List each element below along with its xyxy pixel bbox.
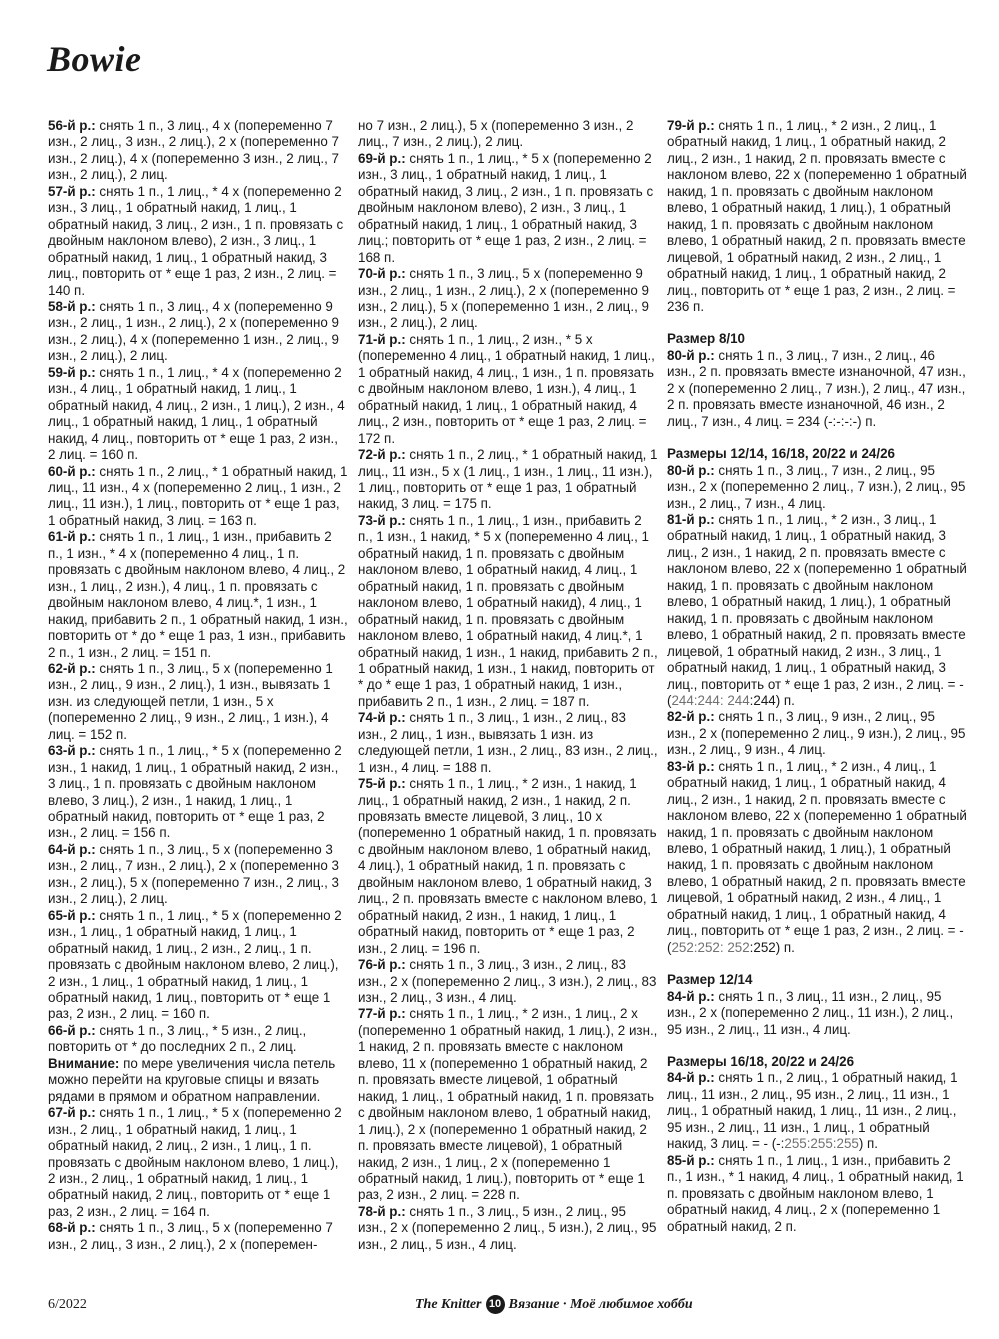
row-63 — [48, 743, 348, 842]
row-75 — [358, 776, 658, 957]
row-label: 82-й р.: — [667, 709, 715, 725]
row-66 — [48, 1023, 348, 1056]
size-heading-16-26: Размеры 16/18, 20/22 и 24/26 — [667, 1054, 855, 1070]
row-text: снять 1 п., 3 лиц., * 5 изн., 2 лиц., повторить от * до последних 2 п., 2 лиц. — [48, 1022, 307, 1055]
row-label: 56-й р.: — [48, 118, 96, 133]
row-label: 80-й р.: — [667, 347, 715, 363]
row-text: снять 1 п., 1 лиц., 1 изн., прибавить 2 п., 1 изн., * 1 накид, 4 лиц., 1 обратный накид, 1 п. провязать с двойным наклоном влево, 1 обратный накид, 4 лиц., 2 х (попеременно 1 обратный накид, 2 п. — [667, 1152, 964, 1234]
row-text: снять 1 п., 3 лиц., 9 изн., 2 лиц., 95 изн., 2 х (попеременно 2 лиц., 9 изн.), 2 лиц., 95 изн., 2 лиц., 9 изн., 4 лиц. — [667, 709, 966, 758]
row-text: ) п. — [858, 1136, 878, 1152]
row-80-size-8-10 — [667, 348, 967, 430]
row-label: 60-й р.: — [48, 463, 96, 479]
row-64 — [48, 842, 348, 908]
row-text: снять 1 п., 1 лиц., * 2 изн., 4 лиц., 1 обратный накид, 1 лиц., 1 обратный накид, 4 лиц., 2 изн., 1 накид, 2 п. провязать вместе с наклоном влево, 22 х (попеременно 1 обратный накид, 1 п. провязать с двойным наклоном влево, 1 обратный накид, 1 лиц.), 1 обратный накид, 1 п. провязать с двойным наклоном влево, 1 обратный накид, 2 п. провязать вместе лицевой, 1 обратный накид, 2 изн., 4 лиц., 1 обратный накид, 1 лиц., 1 обратный накид, 4 лиц., повторить от * еще 1 раз, 2 изн., 2 лиц. = - ( — [667, 758, 967, 955]
issue-number: 6/2022 — [48, 1297, 87, 1312]
note-attention — [48, 1056, 348, 1105]
row-label: 73-й р.: — [358, 512, 406, 528]
row-57 — [48, 184, 348, 299]
row-label: 79-й р.: — [667, 118, 715, 133]
row-68 — [48, 1220, 348, 1253]
row-83 — [667, 759, 967, 956]
row-text: снять 1 п., 3 лиц., 7 изн., 2 лиц., 95 изн., 2 х (попеременно 2 лиц., 7 изн.), 2 лиц., 95 изн., 2 лиц., 7 изн., 4 лиц. — [667, 462, 966, 511]
row-label: 68-й р.: — [48, 1220, 96, 1236]
row-77 — [358, 1006, 658, 1203]
page-footer — [0, 1295, 999, 1319]
row-label: 74-й р.: — [358, 710, 406, 726]
row-84-sizes-16-26 — [667, 1070, 967, 1152]
row-67 — [48, 1105, 348, 1220]
row-76 — [358, 957, 658, 1006]
row-label: 72-й р.: — [358, 447, 406, 463]
size-heading-12-26: Размеры 12/14, 16/18, 20/22 и 24/26 — [667, 446, 895, 462]
row-label: Внимание: — [48, 1055, 120, 1071]
row-73 — [358, 513, 658, 710]
row-78 — [358, 1204, 658, 1253]
row-61 — [48, 529, 348, 661]
row-text: снять 1 п., 3 лиц., 4 х (попеременно 7 изн., 2 лиц., 3 изн., 2 лиц.), 2 х (попеременно 7 изн., 2 лиц.), 4 х (попеременно 3 изн., 2 лиц., 7 изн., 2 лиц.), 2 лиц. — [48, 118, 339, 183]
row-text: снять 1 п., 1 лиц., * 4 х (попеременно 2 изн., 3 лиц., 1 обратный накид, 1 лиц., 1 обратный накид, 3 лиц., 2 изн., 1 п. провязать с двойным наклоном влево), 2 изн., 3 лиц., 1 обратный накид, 1 лиц., 1 обратный накид, 3 лиц., повторить от * еще 1 раз, 2 изн., 2 лиц. = 140 п. — [48, 183, 344, 298]
row-69 — [358, 151, 658, 266]
row-text: по мере увеличения числа петель можно перейти на круговые спицы и вязать рядами в прямом и обратном направлении. — [48, 1055, 336, 1104]
row-82 — [667, 709, 967, 758]
row-70 — [358, 266, 658, 332]
row-59 — [48, 365, 348, 464]
row-label: 63-й р.: — [48, 743, 96, 759]
row-label: 84-й р.: — [667, 988, 715, 1004]
row-text: 252:252: 252 — [671, 939, 750, 955]
row-text: снять 1 п., 1 лиц., * 4 х (попеременно 2 изн., 4 лиц., 1 обратный накид, 1 лиц., 1 обратный накид, 4 лиц., 2 изн., 1 лиц.), 2 изн., 4 лиц., 1 обратный накид, 1 лиц., 1 обратный накид, 4 лиц., повторить от * еще 1 раз, 2 изн., 2 лиц. = 160 п. — [48, 364, 345, 463]
row-text: снять 1 п., 3 лиц., 7 изн., 2 лиц., 46 изн., 2 п. провязать вместе изнаночной, 47 изн., 2 х (попеременно 2 лиц., 7 изн.), 2 лиц., 47 изн., 2 п. провязать вместе изнаночной, 46 изн., 2 лиц., 7 изн., 4 лиц. = 234 (-:-:-:-) п. — [667, 347, 966, 429]
row-text: снять 1 п., 1 лиц., 2 изн., * 5 х (попеременно 4 лиц., 1 обратный накид, 1 лиц., 1 обратный накид, 4 лиц., 1 изн., 1 п. провязать с двойным наклоном влево, 1 изн.), 4 лиц., 1 обратный накид, 1 лиц., 1 обратный накид, 4 лиц., 2 изн., повторить от * еще 1 раз, 2 лиц. = 172 п. — [358, 331, 655, 446]
row-text: снять 1 п., 1 лиц., * 5 х (попеременно 2 изн., 3 лиц., 1 обратный накид, 1 лиц., 1 обратный накид, 3 лиц., 2 изн., 1 п. провязать с двойным наклоном влево), 2 изн., 3 лиц., 1 обратный накид, 1 лиц., 1 обратный накид, 3 лиц.; повторить от * еще 1 раз, 2 изн., 2 лиц. = 168 п. — [358, 150, 654, 265]
row-label: 70-й р.: — [358, 266, 406, 282]
row-text: :244) п. — [749, 692, 795, 708]
row-label: 85-й р.: — [667, 1152, 715, 1168]
row-label: 66-й р.: — [48, 1022, 96, 1038]
row-label: 78-й р.: — [358, 1203, 406, 1219]
row-text: снять 1 п., 3 лиц., 5 изн., 2 лиц., 95 изн., 2 х (попеременно 2 лиц., 5 изн.), 2 лиц., 95 изн., 2 лиц., 5 изн., 4 лиц. — [358, 1203, 657, 1252]
row-68-continued: но 7 изн., 2 лиц.), 5 х (попеременно 3 изн., 2 лиц., 7 изн., 2 лиц.), 2 лиц. — [358, 118, 634, 150]
row-label: 81-й р.: — [667, 511, 715, 527]
row-text: снять 1 п., 1 лиц., 1 изн., прибавить 2 п., 1 изн., 1 накид, * 5 х (попеременно 4 лиц., 1 обратный накид, 1 п. провязать с двойным наклоном влево, 1 обратный накид, 4 лиц., 1 обратный накид, 1 п. провязать с двойным наклоном влево, 1 обратный накид), 4 лиц., 1 обратный накид, 1 п. провязать с двойным наклоном влево, 1 обратный накид, 4 лиц.*, 1 обратный накид, 1 изн., 1 накид, прибавить 2 п., 1 обратный накид, 1 изн., 1 накид, повторить от * до * еще 1 раз, 1 обратный накид, 1 изн., прибавить 2 п., 1 изн., 2 лиц. = 187 п. — [358, 512, 658, 709]
row-label: 71-й р.: — [358, 331, 406, 347]
row-text: снять 1 п., 2 лиц., * 1 обратный накид, 1 лиц., 11 изн., 4 х (попеременно 2 лиц., 1 изн., 2 лиц., 11 изн.), 1 лиц., повторить от * еще 1 раз, 1 обратный накид, 3 лиц. = 163 п. — [48, 463, 348, 528]
row-62 — [48, 661, 348, 743]
row-label: 58-й р.: — [48, 298, 96, 314]
row-label: 64-й р.: — [48, 841, 96, 857]
row-65 — [48, 908, 348, 1023]
row-text: снять 1 п., 1 лиц., * 2 изн., 1 накид, 1 лиц., 1 обратный накид, 2 изн., 1 накид, 2 п. провязать вместе лицевой, 3 лиц., 10 х (попеременно 1 обратный накид, 1 п. провязать с двойным наклоном влево, 1 обратный накид, 4 лиц.), 1 обратный накид, 1 п. провязать с двойным наклоном влево, 1 обратный накид, 3 лиц., 2 п. провязать вместе с наклоном влево, 1 обратный накид, 2 изн., 1 накид, 1 лиц., 1 обратный накид, повторить от * еще 1 раз, 2 изн., 2 лиц. = 196 п. — [358, 776, 658, 956]
row-label: 67-й р.: — [48, 1105, 96, 1121]
row-label: 76-й р.: — [358, 957, 406, 973]
row-label: 69-й р.: — [358, 150, 406, 166]
pattern-title: Bowie — [47, 39, 142, 79]
row-text: снять 1 п., 3 лиц., 1 изн., 2 лиц., 83 изн., 2 лиц., 1 изн., вывязать 1 изн. из следующей петли, 1 изн., 2 лиц., 83 изн., 2 лиц., 1 изн., 4 лиц. = 188 п. — [358, 710, 658, 775]
row-label: 62-й р.: — [48, 660, 96, 676]
row-text: снять 1 п., 3 лиц., 4 х (попеременно 9 изн., 2 лиц., 1 изн., 2 лиц.), 2 х (попеременно 9 изн., 2 лиц.), 4 х (попеременно 1 изн., 2 лиц., 9 изн., 2 лиц.), 2 лиц. — [48, 298, 339, 364]
row-text: снять 1 п., 1 лиц., * 5 х (попеременно 2 изн., 1 лиц., 1 обратный накид, 1 лиц., 1 обратный накид, 1 лиц., 2 изн., 2 лиц., 1 п. провязать с двойным наклоном влево, 2 лиц.), 2 изн., 1 лиц., 1 обратный накид, 1 лиц., 1 обратный накид, 1 лиц., повторить от * еще 1 раз, 2 изн., 2 лиц. = 160 п. — [48, 907, 342, 1022]
row-text: снять 1 п., 3 лиц., 11 изн., 2 лиц., 95 изн., 2 х (попеременно 2 лиц., 11 изн.), 2 лиц., 95 изн., 2 лиц., 11 изн., 4 лиц. — [667, 988, 954, 1037]
row-text: снять 1 п., 1 лиц., * 5 х (попеременно 2 изн., 1 накид, 1 лиц., 1 обратный накид, 2 изн., 3 лиц., 1 п. провязать с двойным наклоном влево, 3 лиц.), 2 изн., 1 накид, 1 лиц., 1 обратный накид, повторить от * еще 1 раз, 2 изн., 2 лиц. = 156 п. — [48, 743, 342, 841]
row-label: 57-й р.: — [48, 183, 96, 199]
row-56 — [48, 118, 348, 184]
row-label: 80-й р.: — [667, 462, 715, 478]
row-label: 59-й р.: — [48, 364, 96, 380]
row-text: снять 1 п., 1 лиц., * 2 изн., 1 лиц., 2 х (попеременно 1 обратный накид, 1 лиц.), 2 изн., 1 накид, 2 п. провязать вместе с наклоном влево, 11 х (попеременно 1 обратный накид, 2 п. провязать вместе лицевой, 1 обратный накид, 1 лиц., 1 обратный накид, 1 п. провязать с двойным наклоном влево, 1 обратный накид, 1 лиц.), 2 х (попеременно 1 обратный накид, 2 п. провязать вместе лицевой), 1 обратный накид, 2 изн., 1 лиц., 2 х (попеременно 1 обратный накид, 1 лиц.), повторить от * еще 1 раз, 2 изн., 2 лиц. = 228 п. — [358, 1006, 658, 1203]
row-text: снять 1 п., 1 лиц., * 2 изн., 2 лиц., 1 обратный накид, 1 лиц., 1 обратный накид, 2 лиц., 2 изн., 1 накид, 2 п. провязать вместе с наклоном влево, 22 х (попеременно 1 обратный накид, 1 п. провязать с двойным наклоном влево, 1 обратный накид, 1 лиц.), 1 обратный накид, 1 п. провязать с двойным наклоном влево, 1 обратный накид, 2 п. провязать вместе лицевой, 1 обратный накид, 2 изн., 2 лиц., 1 обратный накид, 1 лиц., 1 обратный накид, 2 лиц., повторить от * еще 1 раз, 2 изн., 2 лиц. = 236 п. — [667, 118, 967, 314]
row-text: снять 1 п., 3 лиц., 5 х (попеременно 3 изн., 2 лиц., 7 изн., 2 лиц.), 2 х (попеременно 3 изн., 2 лиц.), 5 х (попеременно 7 изн., 2 лиц., 3 изн., 2 лиц.), 2 лиц. — [48, 841, 339, 907]
text-column-2 — [358, 118, 658, 1253]
row-label: 65-й р.: — [48, 907, 96, 923]
row-text: снять 1 п., 1 лиц., * 5 х (попеременно 2 изн., 2 лиц., 1 обратный накид, 1 лиц., 1 обратный накид, 2 лиц., 2 изн., 1 лиц., 1 п. провязать с двойным наклоном влево, 1 лиц.), 2 изн., 2 лиц., 1 обратный накид, 1 лиц., 1 обратный накид, 2 лиц., повторить от * еще 1 раз, 2 изн., 2 лиц. = 164 п. — [48, 1105, 342, 1219]
row-80-sizes-12-26 — [667, 463, 967, 512]
row-60 — [48, 464, 348, 530]
row-text: снять 1 п., 3 лиц., 5 х (попеременно 1 изн., 2 лиц., 9 изн., 2 лиц.), 1 изн., вывязать 1 изн. из следующей петли, 1 изн., 5 х (попеременно 2 лиц., 9 изн., 2 лиц., 1 изн.), 4 лиц. = 152 п. — [48, 660, 333, 742]
row-label: 83-й р.: — [667, 758, 715, 774]
row-81 — [667, 512, 967, 709]
row-58 — [48, 299, 348, 365]
row-text: снять 1 п., 1 лиц., 1 изн., прибавить 2 п., 1 изн., * 4 х (попеременно 4 лиц., 1 п. провязать с двойным наклоном влево, 4 лиц., 2 изн., 1 лиц., 2 изн.), 4 лиц., 1 п. провязать с двойным наклоном влево, 4 лиц.*, 1 изн., 1 накид, прибавить 2 п., 1 обратный накид, 1 изн., повторить от * до * еще 1 раз, 1 изн., прибавить 2 п., 1 изн., 2 лиц. = 151 п. — [48, 529, 348, 660]
row-79 — [667, 118, 967, 315]
row-72 — [358, 447, 658, 513]
row-label: 61-й р.: — [48, 529, 96, 545]
row-text: 244:244: 244 — [671, 692, 750, 708]
row-text: снять 1 п., 3 лиц., 5 х (попеременно 9 изн., 2 лиц., 1 изн., 2 лиц.), 2 х (попеременно 9 изн., 2 лиц.), 5 х (попеременно 1 изн., 2 лиц., 9 изн., 2 лиц.), 2 лиц. — [358, 266, 649, 331]
row-text: снять 1 п., 3 лиц., 3 изн., 2 лиц., 83 изн., 2 х (попеременно 2 лиц., 3 изн.), 2 лиц., 83 изн., 2 лиц., 3 изн., 4 лиц. — [358, 957, 657, 1006]
text-column-3 — [667, 118, 967, 1235]
row-85 — [667, 1153, 967, 1235]
row-text: 255:255:255 — [784, 1136, 859, 1152]
magazine-credit — [415, 1295, 693, 1314]
row-text: снять 1 п., 2 лиц., 1 обратный накид, 1 лиц., 11 изн., 2 лиц., 95 изн., 2 лиц., 11 изн., 1 лиц., 1 обратный накид, 1 лиц., 11 изн., 2 лиц., 95 изн., 2 лиц., 11 изн., 1 лиц., 1 обратный накид, 3 лиц. = - (-: — [667, 1070, 958, 1152]
row-text: снять 1 п., 3 лиц., 5 х (попеременно 7 изн., 2 лиц., 3 изн., 2 лиц.), 2 х (поперемен- — [48, 1220, 333, 1252]
row-text: :252) п. — [749, 939, 795, 955]
size-heading-12-14: Размер 12/14 — [667, 972, 753, 988]
row-74 — [358, 710, 658, 776]
text-column-1 — [48, 118, 348, 1253]
row-label: 77-й р.: — [358, 1006, 406, 1022]
magazine-name: The Knitter — [415, 1296, 482, 1312]
row-71 — [358, 332, 658, 447]
row-label: 75-й р.: — [358, 776, 406, 792]
row-84-size-12-14 — [667, 989, 967, 1038]
magazine-subtitle: Вязание · Моё любимое хобби — [508, 1296, 693, 1312]
row-text: снять 1 п., 2 лиц., * 1 обратный накид, 1 лиц., 11 изн., 5 х (1 лиц., 1 изн., 1 лиц., 11 изн.), 1 лиц., повторить от * еще 1 раз, 1 обратный накид, 3 лиц. = 175 п. — [358, 447, 658, 512]
size-heading-8-10: Размер 8/10 — [667, 331, 746, 347]
row-text: снять 1 п., 1 лиц., * 2 изн., 3 лиц., 1 обратный накид, 1 лиц., 1 обратный накид, 3 лиц., 2 изн., 1 накид, 2 п. провязать вместе с наклоном влево, 22 х (попеременно 1 обратный накид, 1 п. провязать с двойным наклоном влево, 1 обратный накид, 1 лиц.), 1 обратный накид, 1 п. провязать с двойным наклоном влево, 1 обратный накид, 2 п. провязать вместе лицевой, 1 обратный накид, 2 изн., 3 лиц., 1 обратный накид, 1 лиц., 1 обратный накид, 3 лиц., повторить от * еще 1 раз, 2 изн., 2 лиц. = - ( — [667, 511, 967, 708]
row-label: 84-й р.: — [667, 1070, 715, 1086]
page-number-badge: 10 — [486, 1295, 505, 1314]
